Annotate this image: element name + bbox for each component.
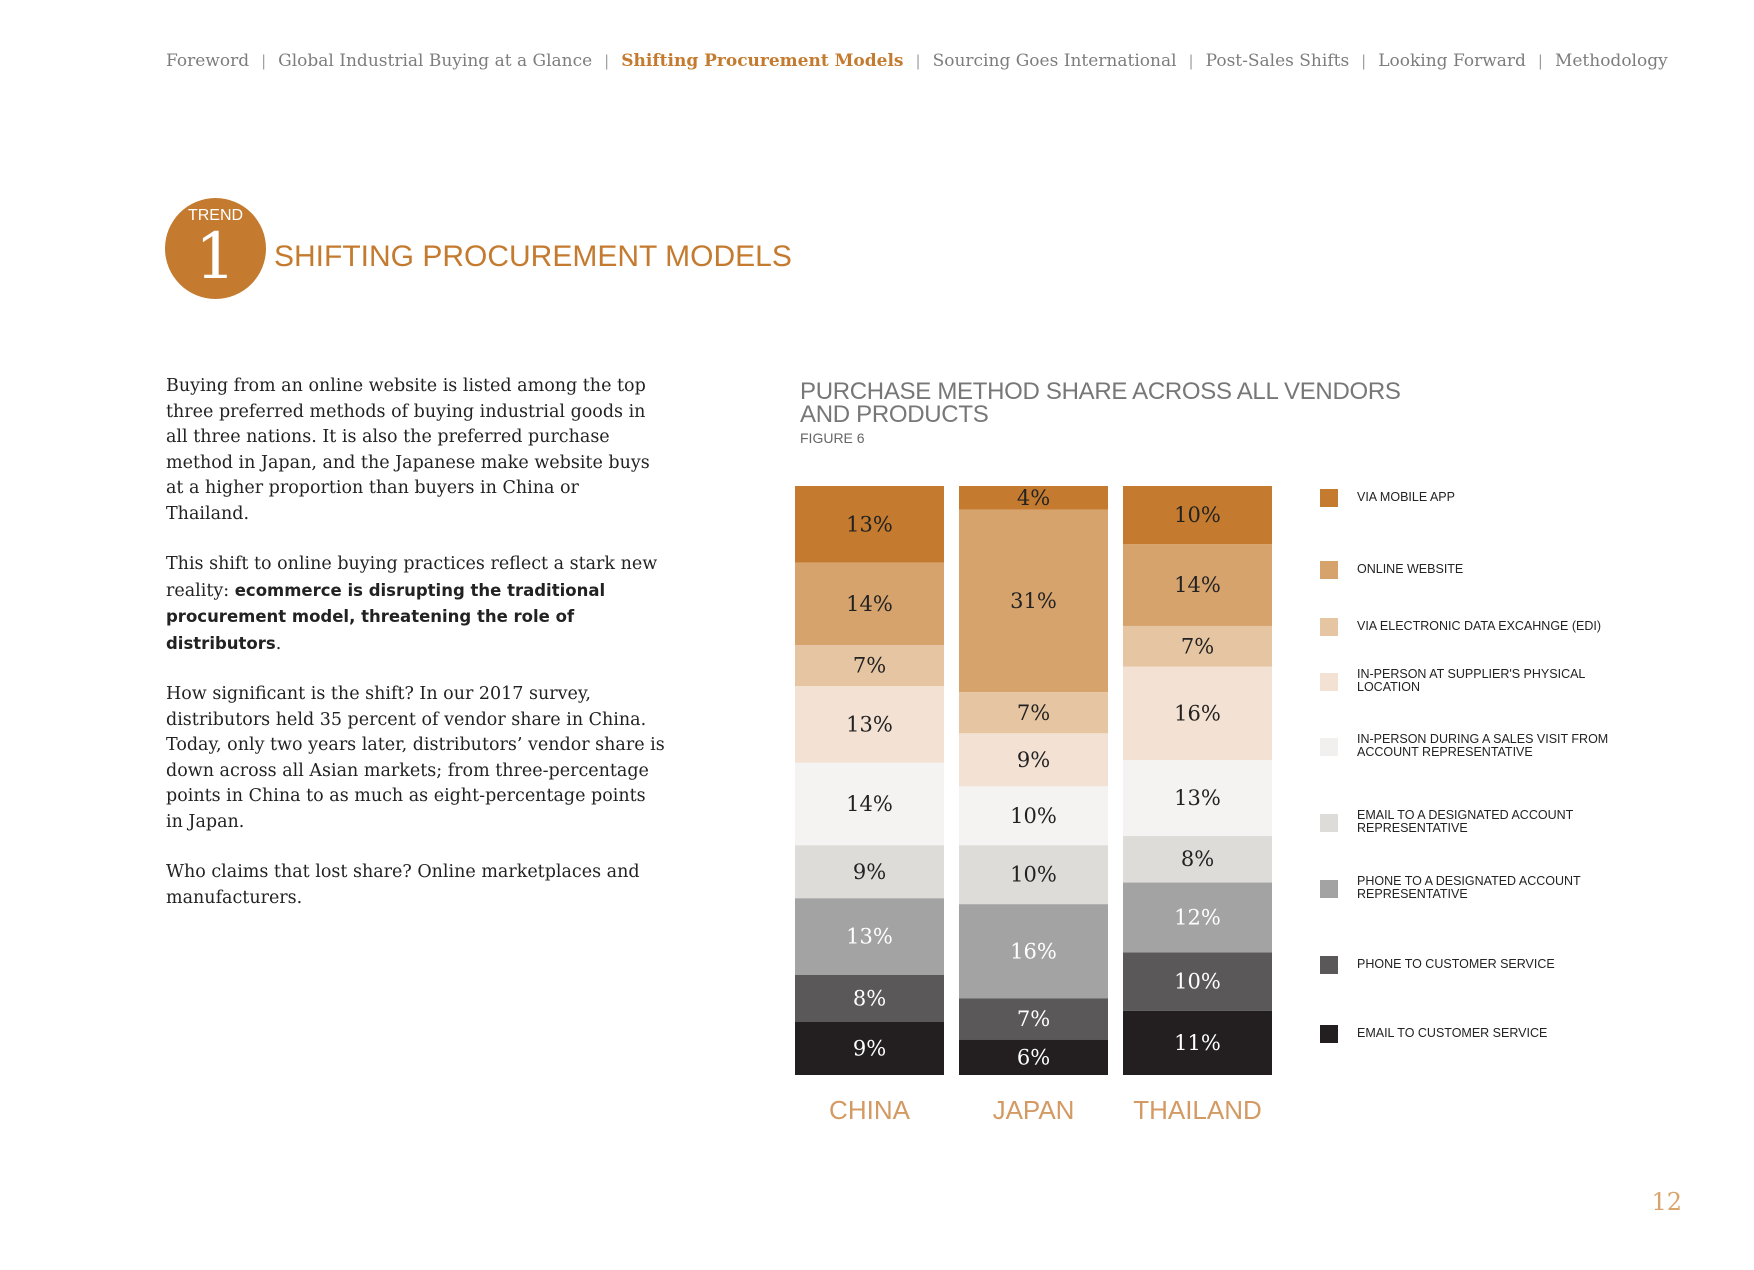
category-label-china: CHINA: [829, 1095, 910, 1125]
data-label-japan-4: 9%: [1016, 747, 1051, 772]
nav-item-looking-forward[interactable]: Looking Forward: [1378, 51, 1526, 71]
data-label-japan-9: 6%: [1016, 1045, 1051, 1070]
legend-label: VIA ELECTRONIC DATA EXCAHNGE (EDI): [1357, 619, 1602, 633]
paragraph-1: Buying from an online website is listed among the top three preferred methods of buying industrial goods in all three nations. It is also the preferred purchase method in Japan, and the Japanese make website buys at a higher proportion than buyers in China or Thailand.: [166, 376, 650, 524]
legend-swatch: [1320, 618, 1338, 636]
data-label-japan-5: 10%: [1010, 803, 1057, 828]
nav-item-post-sales-shifts[interactable]: Post-Sales Shifts: [1205, 51, 1350, 71]
nav-separator: |: [1361, 52, 1367, 70]
data-label-china-1: 13%: [846, 512, 893, 537]
paragraph-2-text: This shift to online buying practices reflect a stark new reality:: [166, 554, 658, 601]
data-label-thailand-3: 7%: [1180, 634, 1215, 659]
data-label-thailand-5: 13%: [1174, 786, 1221, 810]
legend-label: IN-PERSON DURING A SALES VISIT FROM ACCOUNT REPRESENTATIVE: [1357, 732, 1609, 759]
paragraph-3: How significant is the shift? In our 2017 survey, distributors held 35 percent of vendor share in China. Today, only two years later, distributors’ vendor share is down across all Asian markets; from three-percentage points in China to as much as eight-percentage points in Japan.: [166, 684, 665, 832]
legend-label: IN-PERSON AT SUPPLIER'S PHYSICAL LOCATION: [1357, 667, 1585, 694]
data-label-thailand-7: 12%: [1174, 905, 1221, 930]
legend-swatch: [1320, 738, 1338, 756]
legend-label: ONLINE WEBSITE: [1357, 562, 1464, 576]
data-label-china-8: 8%: [852, 986, 887, 1011]
nav-separator: |: [1537, 52, 1543, 70]
data-label-japan-6: 10%: [1010, 862, 1057, 887]
page-number: 12: [1651, 1188, 1682, 1216]
nav-item-methodology[interactable]: Methodology: [1554, 51, 1668, 71]
legend-swatch: [1320, 880, 1338, 898]
data-label-japan-3: 7%: [1016, 700, 1051, 725]
data-label-japan-7: 16%: [1010, 939, 1057, 964]
data-label-china-7: 13%: [846, 924, 893, 949]
data-label-thailand-9: 11%: [1174, 1030, 1221, 1055]
section-title: SHIFTING PROCUREMENT MODELS: [274, 240, 792, 273]
legend-swatch: [1320, 814, 1338, 832]
data-label-thailand-1: 10%: [1174, 503, 1221, 528]
paragraph-4: Who claims that lost share? Online marketplaces and manufacturers.: [166, 862, 640, 908]
category-label-thailand: THAILAND: [1133, 1095, 1262, 1125]
data-label-china-3: 7%: [852, 653, 887, 678]
legend-swatch: [1320, 489, 1338, 507]
legend-label: VIA MOBILE APP: [1357, 490, 1455, 504]
data-label-china-4: 13%: [846, 712, 893, 737]
category-label-japan: JAPAN: [992, 1095, 1075, 1125]
data-label-china-9: 9%: [852, 1036, 887, 1061]
nav-item-sourcing-goes-international[interactable]: Sourcing Goes International: [932, 51, 1177, 71]
legend-label: PHONE TO A DESIGNATED ACCOUNT REPRESENTATIVE: [1357, 874, 1581, 901]
data-label-china-2: 14%: [846, 591, 893, 616]
data-label-thailand-8: 10%: [1174, 969, 1221, 994]
data-label-japan-2: 31%: [1010, 588, 1057, 613]
paragraph-2-end: .: [275, 633, 282, 654]
legend-swatch: [1320, 956, 1338, 974]
legend-swatch: [1320, 1025, 1338, 1043]
nav-item-foreword[interactable]: Foreword: [166, 51, 250, 71]
legend-label: EMAIL TO A DESIGNATED ACCOUNT REPRESENTATIVE: [1357, 808, 1574, 835]
data-label-thailand-4: 16%: [1174, 701, 1221, 726]
legend-swatch: [1320, 673, 1338, 691]
nav-item-shifting-procurement-models[interactable]: Shifting Procurement Models: [621, 51, 904, 71]
nav-separator: |: [915, 52, 921, 70]
data-label-japan-1: 4%: [1016, 485, 1051, 510]
nav-item-global-industrial-buying-at-a-glance[interactable]: Global Industrial Buying at a Glance: [278, 51, 593, 71]
data-label-china-5: 14%: [846, 792, 893, 817]
chart-title: PURCHASE METHOD SHARE ACROSS ALL VENDORS AND PRODUCTS: [800, 378, 1401, 428]
figure-label: FIGURE 6: [800, 430, 865, 446]
nav-separator: |: [1188, 52, 1194, 70]
nav-separator: |: [261, 52, 267, 70]
data-label-thailand-6: 8%: [1180, 847, 1215, 872]
data-label-japan-8: 7%: [1016, 1007, 1051, 1032]
legend-swatch: [1320, 561, 1338, 579]
legend-label: EMAIL TO CUSTOMER SERVICE: [1357, 1026, 1548, 1040]
legend-label: PHONE TO CUSTOMER SERVICE: [1357, 957, 1555, 971]
data-label-thailand-2: 14%: [1174, 573, 1221, 598]
paragraph-2-bold: ecommerce is disrupting the traditional procurement model, threatening the role of distributors: [166, 580, 606, 653]
trend-number: 1: [195, 220, 236, 294]
trend-word: TREND: [187, 207, 244, 224]
data-label-china-6: 9%: [852, 859, 887, 884]
nav-separator: |: [604, 52, 610, 70]
